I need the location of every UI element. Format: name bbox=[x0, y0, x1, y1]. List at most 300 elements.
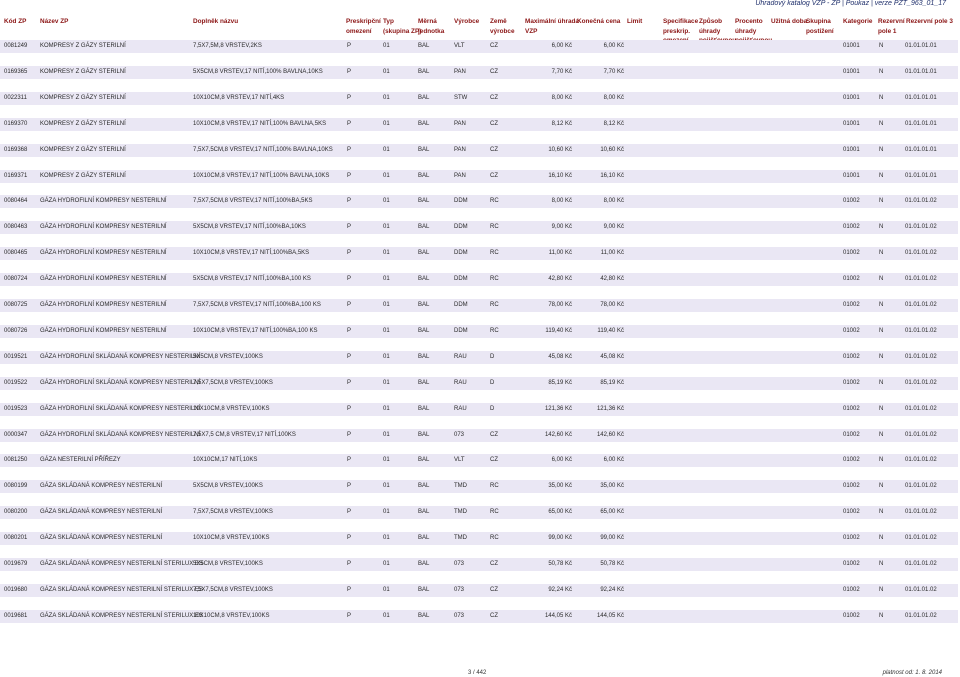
cell-rez3: 01.01.01.02 bbox=[905, 379, 937, 386]
cell-rez: N bbox=[879, 94, 884, 101]
cell-max: 144,05 Kč bbox=[544, 612, 572, 619]
cell-kon: 8,00 Kč bbox=[603, 198, 624, 205]
cell-doplnek: 10X10CM,8 VRSTEV,17 NITÍ,100%BA,5KS bbox=[193, 250, 310, 257]
cell-vyr: PAN bbox=[454, 68, 466, 75]
cell-kat: 01002 bbox=[843, 379, 860, 386]
cell-vyr: VLT bbox=[454, 43, 465, 49]
cell-nazev: GÁZA HYDROFILNÍ KOMPRESY NESTERILNÍ bbox=[40, 250, 167, 257]
cell-kon: 144,05 Kč bbox=[596, 612, 624, 619]
cell-zeme: CZ bbox=[490, 120, 498, 127]
cell-rez3: 01.01.01.01 bbox=[905, 43, 937, 49]
cell-rez: N bbox=[879, 172, 884, 179]
cell-nazev: KOMPRESY Z GÁZY STERILNÍ bbox=[40, 68, 126, 75]
cell-max: 119,40 Kč bbox=[545, 327, 572, 334]
cell-zeme: RC bbox=[490, 327, 499, 334]
cell-kon: 9,00 Kč bbox=[603, 224, 624, 231]
table-row bbox=[0, 195, 958, 208]
cell-rez3: 01.01.01.01 bbox=[905, 68, 937, 75]
cell-zeme: RC bbox=[490, 224, 499, 231]
cell-kon: 42,80 Kč bbox=[600, 276, 624, 283]
cell-typ: 01 bbox=[383, 43, 390, 49]
cell-mj: BAL bbox=[418, 276, 430, 283]
header-procento: Procento úhrady bbox=[735, 18, 763, 35]
cell-max: 78,00 Kč bbox=[548, 302, 572, 308]
cell-rez: N bbox=[879, 120, 884, 127]
cell-kod: 0080463 bbox=[4, 224, 28, 231]
cell-rez: N bbox=[879, 327, 884, 334]
cell-kod: 0081250 bbox=[4, 457, 28, 464]
cell-rez: N bbox=[879, 224, 884, 231]
cell-vyr: TMD bbox=[454, 535, 467, 542]
cell-mj: BAL bbox=[418, 146, 430, 153]
table-row bbox=[0, 144, 958, 157]
cell-rez3: 01.01.01.02 bbox=[905, 561, 937, 567]
cell-zeme: RC bbox=[490, 509, 499, 516]
cell-nazev: GÁZA SKLÁDANÁ KOMPRESY NESTERILNÍ bbox=[40, 509, 163, 516]
table-row bbox=[0, 610, 958, 623]
cell-vyr: DDM bbox=[454, 327, 468, 334]
cell-mj: BAL bbox=[418, 509, 430, 516]
table-row bbox=[0, 66, 958, 79]
cell-zeme: D bbox=[490, 405, 495, 412]
cell-pres: P bbox=[347, 120, 352, 127]
cell-zeme: CZ bbox=[490, 68, 498, 75]
cell-nazev: GÁZA HYDROFILNÍ SKLÁDANÁ KOMPRESY NESTERILNÍ bbox=[40, 379, 201, 386]
cell-vyr: 073 bbox=[454, 431, 465, 438]
cell-zeme: CZ bbox=[490, 43, 498, 49]
cell-zeme: RC bbox=[490, 198, 499, 205]
cell-max: 6,00 Kč bbox=[551, 457, 572, 464]
cell-max: 16,10 Kč bbox=[548, 172, 572, 179]
cell-pres: P bbox=[347, 561, 352, 567]
cell-pres: P bbox=[347, 172, 352, 179]
header-nazev: Název ZP bbox=[40, 18, 69, 25]
cell-kon: 6,00 Kč bbox=[603, 457, 624, 464]
cell-vyr: PAN bbox=[454, 146, 466, 153]
cell-rez3: 01.01.01.01 bbox=[905, 120, 937, 127]
cell-typ: 01 bbox=[383, 224, 390, 231]
cell-kod: 0169365 bbox=[4, 68, 28, 75]
cell-zeme: CZ bbox=[490, 612, 498, 619]
cell-kod: 0019681 bbox=[4, 612, 28, 619]
table-row bbox=[0, 170, 958, 183]
cell-mj: BAL bbox=[418, 431, 430, 438]
cell-rez3: 01.01.01.02 bbox=[905, 586, 937, 593]
document-title: Úhradový katalog VZP - ZP | Poukaz | verze PZT_963_01_17 bbox=[755, 0, 946, 7]
cell-vyr: RAU bbox=[454, 379, 467, 386]
table-row bbox=[0, 40, 958, 53]
cell-kod: 0080199 bbox=[4, 483, 28, 490]
header-konecna: Konečná cena bbox=[577, 18, 621, 25]
cell-vyr: 073 bbox=[454, 586, 465, 593]
cell-kat: 01002 bbox=[843, 327, 860, 334]
table-row bbox=[0, 584, 958, 597]
cell-doplnek: 5X5CM,8 VRSTEV,100KS bbox=[193, 561, 263, 567]
cell-kon: 45,08 Kč bbox=[600, 353, 624, 360]
cell-kat: 01002 bbox=[843, 276, 860, 283]
cell-rez3: 01.01.01.02 bbox=[905, 431, 937, 438]
cell-rez3: 01.01.01.01 bbox=[905, 94, 937, 101]
cell-doplnek: 10X10CM,8 VRSTEV,100KS bbox=[193, 612, 270, 619]
cell-zeme: RC bbox=[490, 250, 499, 257]
cell-rez: N bbox=[879, 146, 884, 153]
cell-pres: P bbox=[347, 327, 352, 334]
header-skupina: Skupina postižení bbox=[806, 18, 834, 35]
cell-rez: N bbox=[879, 353, 884, 360]
cell-zeme: D bbox=[490, 379, 495, 386]
cell-kat: 01002 bbox=[843, 561, 860, 567]
cell-vyr: PAN bbox=[454, 172, 466, 179]
cell-vyr: DDM bbox=[454, 224, 468, 231]
cell-vyr: RAU bbox=[454, 353, 467, 360]
cell-kon: 35,00 Kč bbox=[600, 483, 624, 490]
cell-kat: 01002 bbox=[843, 198, 860, 205]
cell-zeme: CZ bbox=[490, 146, 498, 153]
header-zpusob: Způsob úhrady bbox=[699, 18, 723, 35]
cell-typ: 01 bbox=[383, 405, 390, 412]
table-row bbox=[0, 118, 958, 131]
cell-kat: 01002 bbox=[843, 250, 860, 257]
cell-kat: 01001 bbox=[843, 120, 860, 127]
cell-typ: 01 bbox=[383, 120, 390, 127]
cell-max: 42,80 Kč bbox=[548, 276, 572, 283]
cell-typ: 01 bbox=[383, 457, 390, 464]
cell-kat: 01002 bbox=[843, 483, 860, 490]
cell-rez3: 01.01.01.02 bbox=[905, 302, 937, 308]
cell-kon: 99,00 Kč bbox=[600, 535, 624, 542]
cell-rez: N bbox=[879, 250, 884, 257]
cell-rez3: 01.01.01.01 bbox=[905, 146, 937, 153]
cell-kod: 0022311 bbox=[4, 94, 27, 101]
cell-typ: 01 bbox=[383, 353, 390, 360]
cell-doplnek: 5X5CM,8 VRSTEV,17 NITÍ,100%BA,10KS bbox=[193, 224, 306, 231]
header-typ: Typ (skupina ZP) bbox=[383, 18, 422, 35]
cell-doplnek: 10X10CM,8 VRSTEV,100KS bbox=[193, 405, 270, 412]
cell-pres: P bbox=[347, 612, 352, 619]
cell-rez3: 01.01.01.01 bbox=[905, 172, 937, 179]
cell-mj: BAL bbox=[418, 327, 430, 334]
cell-kat: 01001 bbox=[843, 172, 860, 179]
cell-zeme: D bbox=[490, 353, 495, 360]
cell-nazev: GÁZA SKLÁDANÁ KOMPRESY NESTERILNÍ bbox=[40, 483, 163, 490]
cell-mj: BAL bbox=[418, 43, 430, 49]
cell-kod: 0019523 bbox=[4, 405, 28, 412]
header-kod: Kód ZP bbox=[4, 18, 27, 25]
cell-doplnek: 7,5X7,5 CM,8 VRSTEV,17 NITÍ,100KS bbox=[193, 431, 296, 438]
table-row bbox=[0, 403, 958, 416]
cell-doplnek: 5X5CM,8 VRSTEV,17 NITÍ,100%BA,100 KS bbox=[193, 276, 311, 283]
cell-typ: 01 bbox=[383, 483, 390, 490]
header-merna: Měrná jednotka bbox=[418, 18, 445, 35]
header-zeme: Země výrobce bbox=[490, 18, 515, 35]
cell-zeme: CZ bbox=[490, 457, 498, 464]
cell-pres: P bbox=[347, 535, 352, 542]
cell-mj: BAL bbox=[418, 250, 430, 257]
cell-typ: 01 bbox=[383, 561, 390, 567]
cell-typ: 01 bbox=[383, 276, 390, 283]
cell-typ: 01 bbox=[383, 146, 390, 153]
cell-vyr: STW bbox=[454, 94, 468, 101]
cell-mj: BAL bbox=[418, 353, 430, 360]
cell-pres: P bbox=[347, 224, 352, 231]
cell-max: 85,19 Kč bbox=[548, 379, 572, 386]
cell-max: 99,00 Kč bbox=[548, 535, 572, 542]
header-max-uhrada: Maximální úhrada VZP bbox=[525, 18, 579, 35]
cell-zeme: RC bbox=[490, 276, 499, 283]
cell-vyr: RAU bbox=[454, 405, 467, 412]
table-row bbox=[0, 221, 958, 234]
cell-kon: 7,70 Kč bbox=[603, 68, 624, 75]
cell-kat: 01002 bbox=[843, 224, 860, 231]
table-row bbox=[0, 454, 958, 467]
cell-rez: N bbox=[879, 302, 884, 308]
cell-pres: P bbox=[347, 405, 352, 412]
cell-nazev: GÁZA HYDROFILNÍ SKLÁDANÁ KOMPRESY NESTERILNÍ bbox=[40, 353, 201, 360]
cell-vyr: VLT bbox=[454, 457, 465, 464]
cell-kat: 01002 bbox=[843, 431, 860, 438]
cell-mj: BAL bbox=[418, 94, 430, 101]
cell-nazev: GÁZA HYDROFILNÍ KOMPRESY NESTERILNÍ bbox=[40, 224, 167, 231]
cell-typ: 01 bbox=[383, 535, 390, 542]
cell-vyr: PAN bbox=[454, 120, 466, 127]
cell-max: 50,78 Kč bbox=[548, 561, 572, 567]
cell-zeme: CZ bbox=[490, 94, 498, 101]
table-row bbox=[0, 273, 958, 286]
header-vyrobce: Výrobce bbox=[454, 18, 480, 25]
cell-kod: 0019521 bbox=[4, 353, 28, 360]
cell-rez: N bbox=[879, 612, 884, 619]
cell-kat: 01002 bbox=[843, 509, 860, 516]
cell-rez: N bbox=[879, 43, 884, 49]
cell-vyr: 073 bbox=[454, 561, 465, 567]
cell-pres: P bbox=[347, 431, 352, 438]
cell-mj: BAL bbox=[418, 535, 430, 542]
cell-mj: BAL bbox=[418, 586, 430, 593]
cell-nazev: GÁZA HYDROFILNÍ KOMPRESY NESTERILNÍ bbox=[40, 276, 167, 283]
cell-nazev: GÁZA HYDROFILNÍ KOMPRESY NESTERILNÍ bbox=[40, 327, 167, 334]
cell-pres: P bbox=[347, 276, 352, 283]
cell-kon: 142,60 Kč bbox=[596, 431, 624, 438]
cell-zeme: CZ bbox=[490, 561, 498, 567]
cell-rez: N bbox=[879, 457, 884, 464]
cell-zeme: CZ bbox=[490, 431, 498, 438]
table-row bbox=[0, 480, 958, 493]
cell-doplnek: 5X5CM,8 VRSTEV,100KS bbox=[193, 483, 263, 490]
cell-mj: BAL bbox=[418, 68, 430, 75]
cell-kod: 0080726 bbox=[4, 327, 28, 334]
cell-rez3: 01.01.01.02 bbox=[905, 276, 937, 283]
cell-doplnek: 7,5X7,5CM,8 VRSTEV,100KS bbox=[193, 509, 273, 516]
cell-max: 8,00 Kč bbox=[551, 198, 572, 205]
cell-kon: 10,60 Kč bbox=[600, 146, 624, 153]
cell-nazev: GÁZA SKLÁDANÁ KOMPRESY NESTERILNÍ STERILUX ES bbox=[40, 586, 203, 593]
cell-nazev: GÁZA HYDROFILNÍ KOMPRESY NESTERILNÍ bbox=[40, 302, 167, 308]
table-row bbox=[0, 247, 958, 260]
cell-rez3: 01.01.01.02 bbox=[905, 612, 937, 619]
table-header bbox=[0, 14, 960, 43]
cell-kod: 0080201 bbox=[4, 535, 28, 542]
header-kategorie: Kategorie bbox=[843, 18, 873, 25]
cell-typ: 01 bbox=[383, 94, 390, 101]
cell-rez3: 01.01.01.02 bbox=[905, 457, 937, 464]
table-row bbox=[0, 506, 958, 519]
cell-doplnek: 7,5X7,5CM,8 VRSTEV,100KS bbox=[193, 586, 273, 593]
cell-zeme: RC bbox=[490, 302, 499, 308]
cell-kat: 01001 bbox=[843, 68, 860, 75]
cell-pres: P bbox=[347, 43, 352, 49]
cell-kon: 8,00 Kč bbox=[603, 94, 624, 101]
cell-doplnek: 5X5CM,8 VRSTEV,100KS bbox=[193, 353, 263, 360]
cell-doplnek: 7,5X7,5CM,8 VRSTEV,17 NITÍ,100%BA,100 KS bbox=[193, 302, 321, 308]
cell-kat: 01001 bbox=[843, 94, 860, 101]
cell-kat: 01002 bbox=[843, 535, 860, 542]
cell-pres: P bbox=[347, 379, 352, 386]
cell-kon: 85,19 Kč bbox=[600, 379, 624, 386]
cell-kat: 01001 bbox=[843, 146, 860, 153]
header-rezervni-1: Rezervní pole 1 bbox=[878, 18, 905, 35]
cell-typ: 01 bbox=[383, 172, 390, 179]
cell-mj: BAL bbox=[418, 172, 430, 179]
cell-pres: P bbox=[347, 302, 352, 308]
cell-vyr: DDM bbox=[454, 250, 468, 257]
cell-vyr: DDM bbox=[454, 302, 468, 308]
cell-rez: N bbox=[879, 586, 884, 593]
header-rezervni-3: Rezervní pole 3 bbox=[906, 18, 953, 25]
cell-max: 6,00 Kč bbox=[551, 43, 572, 49]
header-preskripcni: Preskripční omezení bbox=[346, 18, 381, 35]
table-row bbox=[0, 351, 958, 364]
header-doplnek: Doplněk názvu bbox=[193, 18, 239, 25]
cell-max: 8,12 Kč bbox=[551, 120, 572, 127]
cell-pres: P bbox=[347, 586, 352, 593]
cell-doplnek: 7,5X7,5CM,8 VRSTEV,17 NITÍ,100% BAVLNA,10KS bbox=[193, 146, 333, 153]
cell-kod: 0000347 bbox=[4, 431, 28, 438]
cell-max: 7,70 Kč bbox=[551, 68, 572, 75]
cell-rez3: 01.01.01.02 bbox=[905, 224, 937, 231]
cell-nazev: GÁZA NESTERILNÍ PŘÍŘEZY bbox=[40, 457, 121, 464]
cell-max: 121,36 Kč bbox=[544, 405, 572, 412]
cell-mj: BAL bbox=[418, 198, 430, 205]
cell-typ: 01 bbox=[383, 68, 390, 75]
cell-max: 92,24 Kč bbox=[548, 586, 572, 593]
cell-nazev: GÁZA SKLÁDANÁ KOMPRESY NESTERILNÍ STERILUX ES bbox=[40, 561, 203, 567]
cell-rez3: 01.01.01.02 bbox=[905, 535, 937, 542]
cell-pres: P bbox=[347, 457, 352, 464]
cell-kod: 0080725 bbox=[4, 302, 28, 308]
cell-doplnek: 10X10CM,17 NITÍ,10KS bbox=[193, 457, 258, 464]
cell-kon: 92,24 Kč bbox=[600, 586, 624, 593]
table-row bbox=[0, 429, 958, 442]
cell-mj: BAL bbox=[418, 224, 430, 231]
cell-nazev: GÁZA SKLÁDANÁ KOMPRESY NESTERILNÍ STERILUX ES bbox=[40, 612, 203, 619]
cell-nazev: GÁZA HYDROFILNÍ SKLÁDANÁ KOMPRESY NESTERILNÍ bbox=[40, 431, 201, 438]
cell-rez3: 01.01.01.02 bbox=[905, 405, 937, 412]
cell-vyr: TMD bbox=[454, 509, 467, 516]
cell-doplnek: 10X10CM,8 VRSTEV,100KS bbox=[193, 535, 270, 542]
cell-kat: 01002 bbox=[843, 302, 860, 308]
cell-max: 8,00 Kč bbox=[551, 94, 572, 101]
cell-mj: BAL bbox=[418, 457, 430, 464]
cell-kod: 0081249 bbox=[4, 43, 28, 49]
cell-kon: 6,00 Kč bbox=[603, 43, 624, 49]
cell-pres: P bbox=[347, 509, 352, 516]
cell-kod: 0169371 bbox=[4, 172, 28, 179]
cell-doplnek: 5X5CM,8 VRSTEV,17 NITÍ,100% BAVLNA,10KS bbox=[193, 68, 323, 75]
cell-rez: N bbox=[879, 276, 884, 283]
cell-nazev: GÁZA HYDROFILNÍ SKLÁDANÁ KOMPRESY NESTERILNÍ bbox=[40, 405, 201, 412]
table-row bbox=[0, 92, 958, 105]
table-row bbox=[0, 558, 958, 571]
cell-pres: P bbox=[347, 353, 352, 360]
cell-doplnek: 10X10CM,8 VRSTEV,17 NITÍ,4KS bbox=[193, 94, 285, 101]
cell-max: 45,08 Kč bbox=[548, 353, 572, 360]
cell-rez: N bbox=[879, 379, 884, 386]
cell-typ: 01 bbox=[383, 198, 390, 205]
table-row bbox=[0, 532, 958, 545]
cell-max: 65,00 Kč bbox=[548, 509, 572, 516]
cell-pres: P bbox=[347, 94, 352, 101]
cell-doplnek: 7,5X7,5CM,8 VRSTEV,17 NITÍ,100%BA,5KS bbox=[193, 198, 313, 205]
cell-typ: 01 bbox=[383, 379, 390, 386]
cell-zeme: CZ bbox=[490, 172, 498, 179]
cell-kod: 0080464 bbox=[4, 198, 28, 205]
cell-kat: 01002 bbox=[843, 405, 860, 412]
cell-max: 10,60 Kč bbox=[548, 146, 572, 153]
cell-kod: 0169370 bbox=[4, 120, 28, 127]
cell-vyr: TMD bbox=[454, 483, 467, 490]
cell-rez: N bbox=[879, 509, 884, 516]
cell-typ: 01 bbox=[383, 250, 390, 257]
cell-typ: 01 bbox=[383, 586, 390, 593]
cell-nazev: KOMPRESY Z GÁZY STERILNÍ bbox=[40, 94, 126, 101]
cell-pres: P bbox=[347, 146, 352, 153]
cell-mj: BAL bbox=[418, 483, 430, 490]
cell-mj: BAL bbox=[418, 405, 430, 412]
cell-nazev: KOMPRESY Z GÁZY STERILNÍ bbox=[40, 120, 126, 127]
table-row bbox=[0, 325, 958, 338]
cell-kat: 01002 bbox=[843, 612, 860, 619]
cell-nazev: GÁZA HYDROFILNÍ KOMPRESY NESTERILNÍ bbox=[40, 198, 167, 205]
header-uzitna: Užitná doba bbox=[771, 18, 808, 25]
cell-typ: 01 bbox=[383, 431, 390, 438]
header-limit: Limit bbox=[627, 18, 643, 25]
validity-date: platnost od: 1. 8. 2014 bbox=[882, 670, 942, 676]
cell-max: 35,00 Kč bbox=[548, 483, 572, 490]
cell-pres: P bbox=[347, 250, 352, 257]
cell-kon: 16,10 Kč bbox=[600, 172, 624, 179]
cell-kon: 78,00 Kč bbox=[600, 302, 624, 308]
cell-vyr: DDM bbox=[454, 276, 468, 283]
cell-rez: N bbox=[879, 483, 884, 490]
cell-kat: 01001 bbox=[843, 43, 860, 49]
cell-doplnek: 7,5X7,5CM,8 VRSTEV,100KS bbox=[193, 379, 273, 386]
cell-kon: 65,00 Kč bbox=[600, 509, 624, 516]
cell-nazev: KOMPRESY Z GÁZY STERILNÍ bbox=[40, 172, 126, 179]
cell-kod: 0019522 bbox=[4, 379, 28, 386]
cell-kat: 01002 bbox=[843, 353, 860, 360]
cell-doplnek: 10X10CM,8 VRSTEV,17 NITÍ,100%BA,100 KS bbox=[193, 327, 318, 334]
cell-rez3: 01.01.01.02 bbox=[905, 250, 937, 257]
cell-rez3: 01.01.01.02 bbox=[905, 327, 937, 334]
cell-typ: 01 bbox=[383, 302, 390, 308]
cell-rez: N bbox=[879, 68, 884, 75]
cell-rez: N bbox=[879, 561, 884, 567]
cell-rez3: 01.01.01.02 bbox=[905, 483, 937, 490]
cell-max: 9,00 Kč bbox=[551, 224, 572, 231]
cell-nazev: KOMPRESY Z GÁZY STERILNÍ bbox=[40, 43, 126, 49]
cell-pres: P bbox=[347, 198, 352, 205]
cell-vyr: DDM bbox=[454, 198, 468, 205]
